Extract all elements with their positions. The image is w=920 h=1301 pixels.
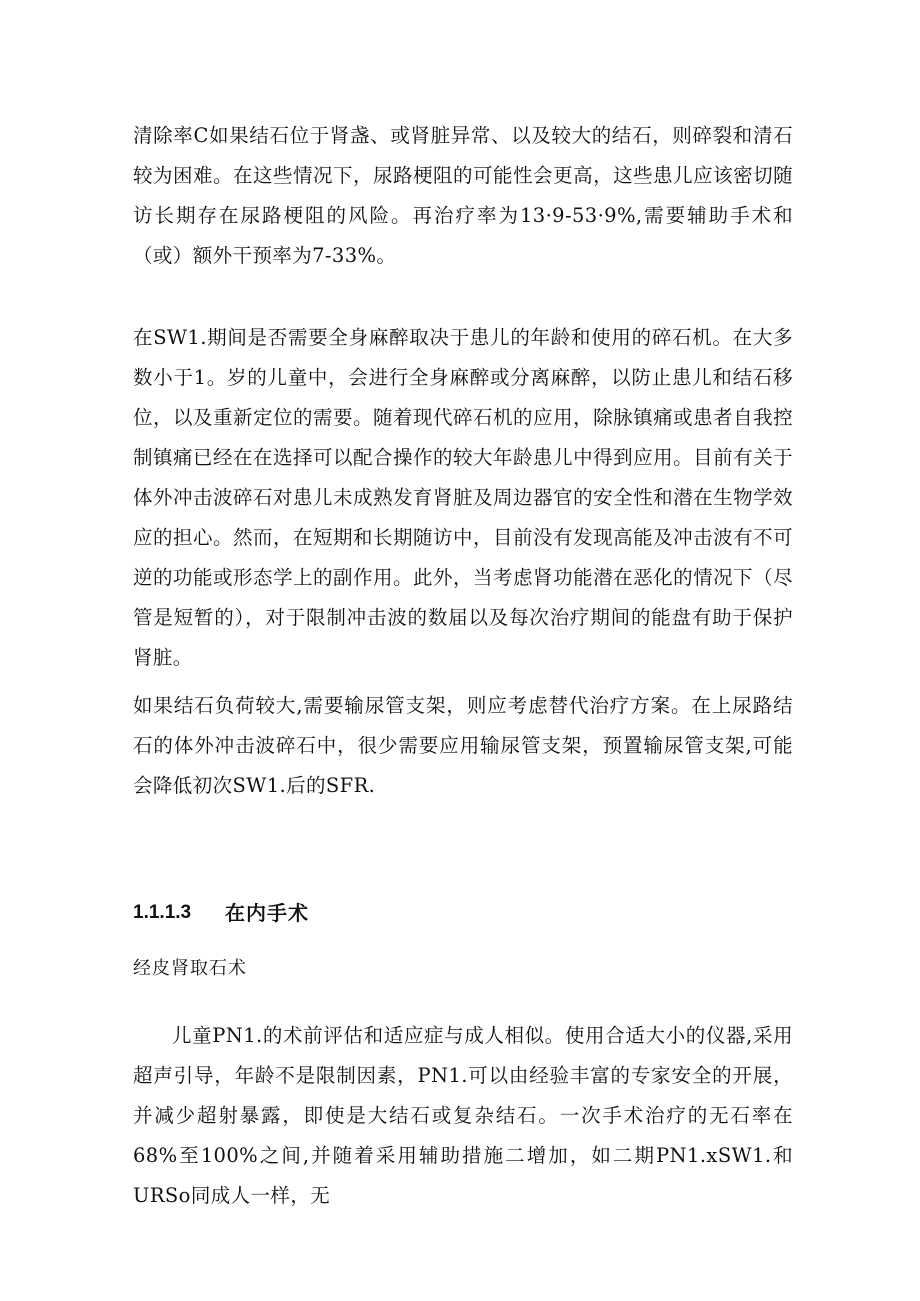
section-number: 1.1.1.3 bbox=[133, 902, 192, 923]
paragraph-stone-clearance: 清除率C如果结石位于肾盏、或肾脏异常、以及较大的结石，则碎裂和清石较为困难。在这些情况下，尿路梗阻的可能性会更高，这些患儿应该密切随访长期存在尿路梗阻的风险。再治疗率为13·9-53·9%,需要辅助手术和（或）额外干预率为7-33%。 bbox=[133, 124, 793, 267]
paragraph-pcnl: 儿童PN1.的术前评估和适应症与成人相似。使用合适大小的仪器,采用超声引导，年龄不是限制因素，PN1.可以由经验丰富的专家安全的开展，并减少超射暴露，即使是大结石或复杂结石。一次手术治疗的无石率在68%至100%之间,并随着采用辅助措施二增加，如二期PN1.xSW1.和URSo同成人一样，无 bbox=[133, 1024, 793, 1207]
section-title: 在内手术 bbox=[225, 901, 309, 925]
paragraph-ureteral-stent: 如果结石负荷较大,需要输尿管支架，则应考虑替代治疗方案。在上尿路结石的体外冲击波碎石中，很少需要应用输尿管支架，预置输尿管支架,可能会降低初次SW1.后的SFR. bbox=[133, 694, 793, 797]
section-heading bbox=[133, 898, 309, 928]
subsection-title: 经皮肾取石术 bbox=[133, 958, 247, 979]
paragraph-swl-anesthesia: 在SW1.期间是否需要全身麻醉取决于患儿的年龄和使用的碎石机。在大多数小于1。岁的儿童中，会进行全身麻醉或分离麻醉，以防止患儿和结石移位，以及重新定位的需要。随着现代碎石机的应用，除脉镇痛或患者自我控制镇痛已经在在选择可以配合操作的较大年龄患儿中得到应用。目前有关于体外冲击波碎石对患儿未成熟发育肾脏及周边器官的安全性和潜在生物学效应的担心。然而，在短期和长期随访中，目前没有发现高能及冲击波有不可逆的功能或形态学上的副作用。此外，当考虑肾功能潜在恶化的情况下（尽管是短暂的），对于限制冲击波的数届以及每次治疗期间的能盘有助于保护肾脏。 bbox=[133, 326, 793, 669]
